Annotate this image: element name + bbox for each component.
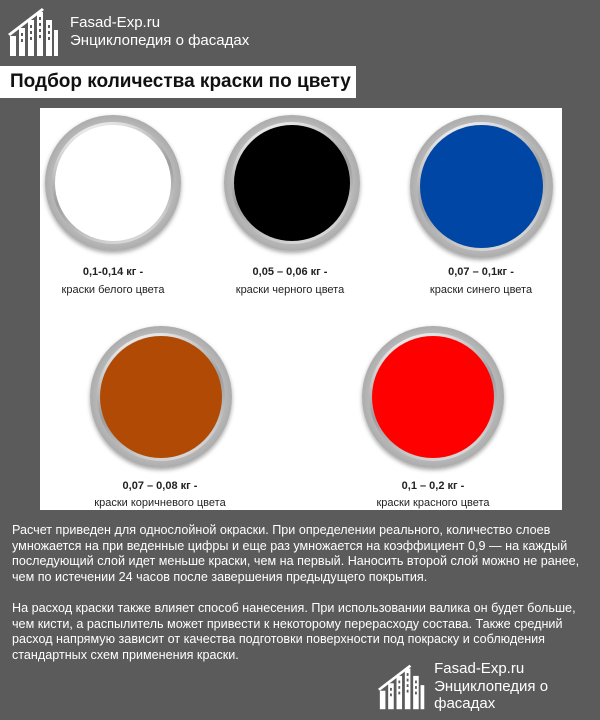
amount-red: 0,1 – 0,2 кг -	[401, 480, 465, 492]
paint-fill	[420, 125, 543, 248]
brand-subtitle: Энциклопедия о фасадах	[70, 32, 250, 49]
swatch-panel	[40, 108, 562, 510]
paint-fill	[372, 336, 494, 458]
building-logo-icon	[378, 661, 426, 713]
label-blue: краски синего цвета	[429, 284, 533, 296]
paint-circle-red	[362, 326, 504, 468]
brand-site-name: Fasad-Exp.ru	[70, 14, 161, 32]
brand-site-name: Fasad-Exp.ru	[434, 660, 525, 677]
label-red: краски красного цвета	[376, 497, 490, 509]
brand-logo-top[interactable]	[8, 6, 249, 58]
paint-circle-white	[45, 115, 181, 251]
paint-circle-black	[224, 115, 360, 251]
amount-brown: 0,07 – 0,08 кг -	[122, 480, 198, 492]
page-title: Подбор количества краски по цвету	[0, 66, 356, 98]
label-black: краски черного цвета	[235, 284, 345, 296]
paragraph-application: На расход краски также влияет способ нанесения. При использовании валика он будет больше, чем кисти, а распылитель может привести к некоторому перерасходу состава. Также средний расход напрямую зависит от качества подготовки поверхности под покраску и соблюдения стандартных схем применения краски.	[12, 601, 576, 662]
paint-fill	[234, 125, 350, 241]
paint-fill	[55, 125, 171, 241]
amount-blue: 0,07 – 0,1кг -	[448, 266, 514, 278]
amount-black: 0,05 – 0,06 кг -	[252, 266, 328, 278]
paint-circle-blue	[410, 115, 553, 258]
label-brown: краски коричневого цвета	[94, 497, 226, 509]
paragraph-calculation: Расчет приведен для однослойной окраски. При определении реального, количество слоев умножается на при веденные цифры и еще раз умножается на коэффициент 0,9 — на каждый последующий слой идет меньше краски, чем на первый. Наносить второй слой можно не ранее, чем по истечении 24 часов после завершения предыдущего покрытия.	[12, 523, 580, 584]
paint-fill	[100, 336, 222, 458]
building-logo-icon	[8, 6, 60, 58]
label-white: краски белого цвета	[61, 284, 165, 296]
brand-subtitle: Энциклопедия о фасадах	[434, 677, 549, 713]
brand-logo-bottom[interactable]	[378, 660, 600, 713]
amount-white: 0,1-0,14 кг -	[82, 266, 144, 278]
paint-circle-brown	[90, 326, 232, 468]
